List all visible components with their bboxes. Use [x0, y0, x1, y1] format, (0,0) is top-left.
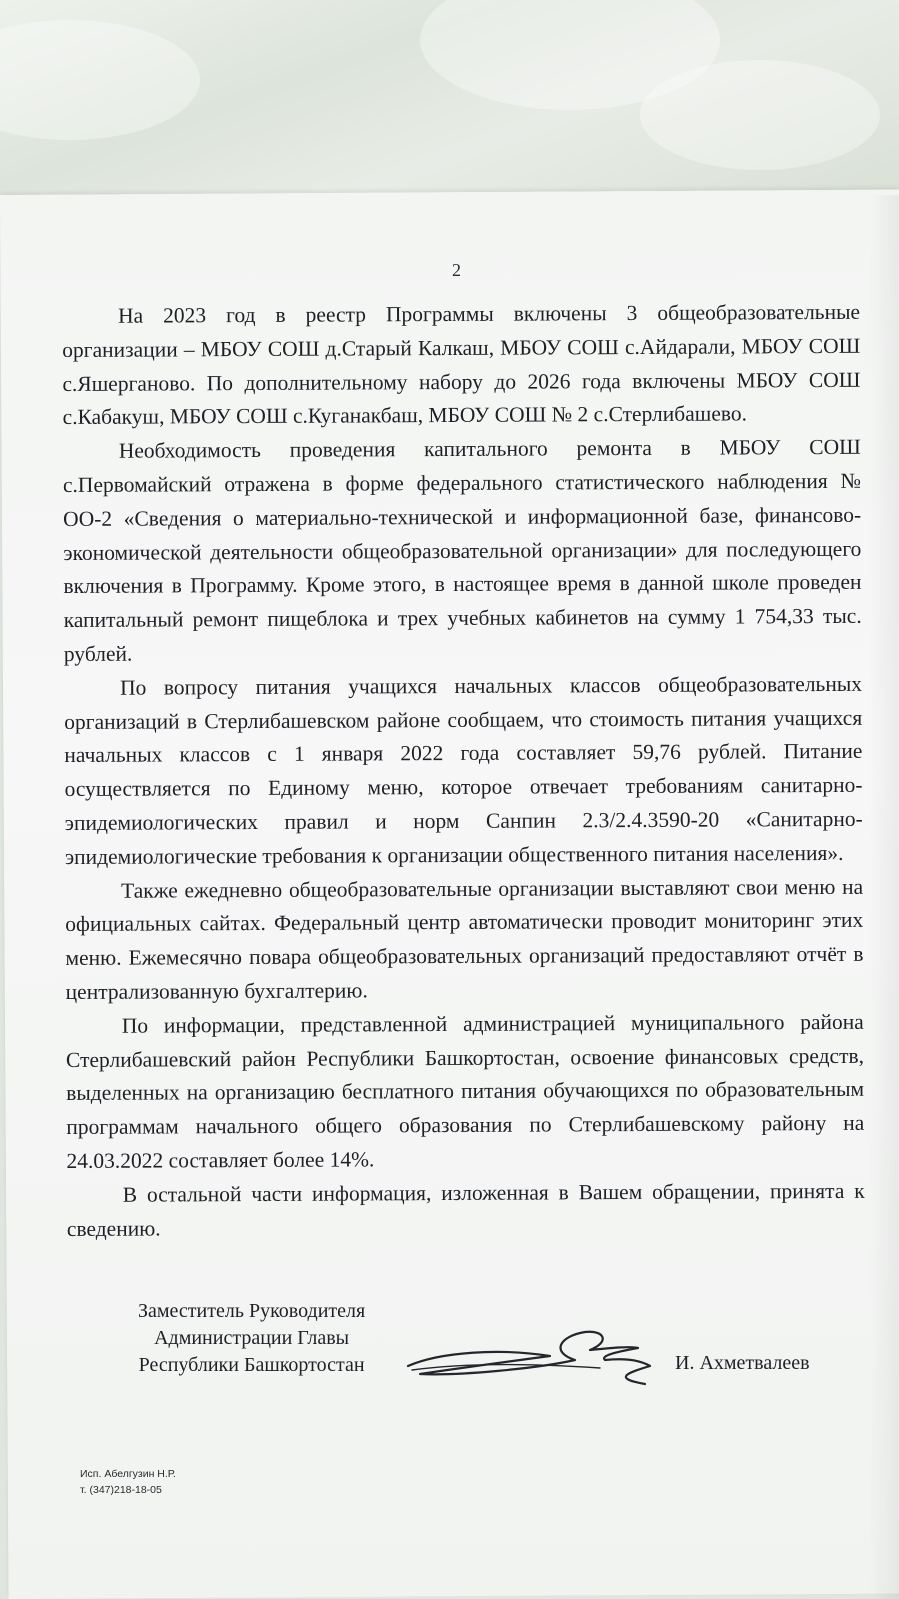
signer-name: И. Ахметвалеев: [675, 1352, 810, 1374]
paragraph: По информации, представленной администрацией муниципального района Стерлибашевский район Республики Башкортостан, освоение финансовых средств, выделенных на организацию бесплатного питания обучающихся по образовательным программам начального общего образования по Стерлибашевскому району на 24.03.2022 составляет более 14%.: [65, 1009, 865, 1173]
background-surface: [0, 0, 899, 205]
paper-edge-shadow: [869, 195, 899, 1599]
position-line: Республики Башкортостан: [138, 1354, 365, 1376]
page-number: 2: [452, 260, 461, 280]
handwritten-signature: [400, 1322, 660, 1392]
executor-info: [80, 1466, 176, 1498]
paragraph: По вопросу питания учащихся начальных классов общеобразовательных организаций в Стерлибашевском районе сообщаем, что стоимость питания учащихся начальных классов с 1 января 2022 года составляет 59,76 рублей. Питание осуществляется по Единому меню, которое отвечает требованиям санитарно-эпидемиологических правил и норм Санпин 2.3/2.4.3590-20 «Санитарно-эпидемиологические требования к организации общественного питания населения».: [64, 671, 863, 869]
background-fold: [0, 20, 200, 140]
paragraph: На 2023 год в реестр Программы включены 3 общеобразовательные организации – МБОУ СОШ д.Старый Калкаш, МБОУ СОШ с.Айдарали, МБОУ СОШ с.Яшерганово. По дополнительному набору до 2026 года включены МБОУ СОШ с.Кабакуш, МБОУ СОШ с.Куганакбаш, МБОУ СОШ № 2 с.Стерлибашево.: [62, 299, 861, 430]
signatory-position: [138, 1298, 365, 1379]
background-fold: [640, 60, 880, 170]
position-line: Заместитель Руководителя: [138, 1300, 366, 1322]
executor-phone: т. (347)218-18-05: [80, 1484, 162, 1496]
paragraph: В остальной части информация, изложенная в Вашем обращении, принята к сведению.: [66, 1178, 865, 1241]
paragraph: Также ежедневно общеобразовательные организации выставляют свои меню на официальных сайтах. Федеральный центр автоматически проводит мониторинг этих меню. Ежемесячно повара общеобразовательных организаций предоставляют отчёт в централизованную бухгалтерию.: [65, 874, 864, 1004]
letter-body: [62, 296, 865, 1246]
executor-name: Исп. Абелгузин Н.Р.: [80, 1468, 176, 1480]
paragraph: Необходимость проведения капитального ремонта в МБОУ СОШ с.Первомайский отражена в форме федерального статистического наблюдения № ОО-2 «Сведения о материально-технической и информационной базе, финансово-экономической деятельности общеобразовательной организации» для последующего включения в Программу. Кроме этого, в настоящее время в данной школе проведен капитальный ремонт пищеблока и трех учебных кабинетов на сумму 1 754,33 тыс. рублей.: [62, 435, 862, 666]
position-line: Администрации Главы: [154, 1327, 350, 1349]
